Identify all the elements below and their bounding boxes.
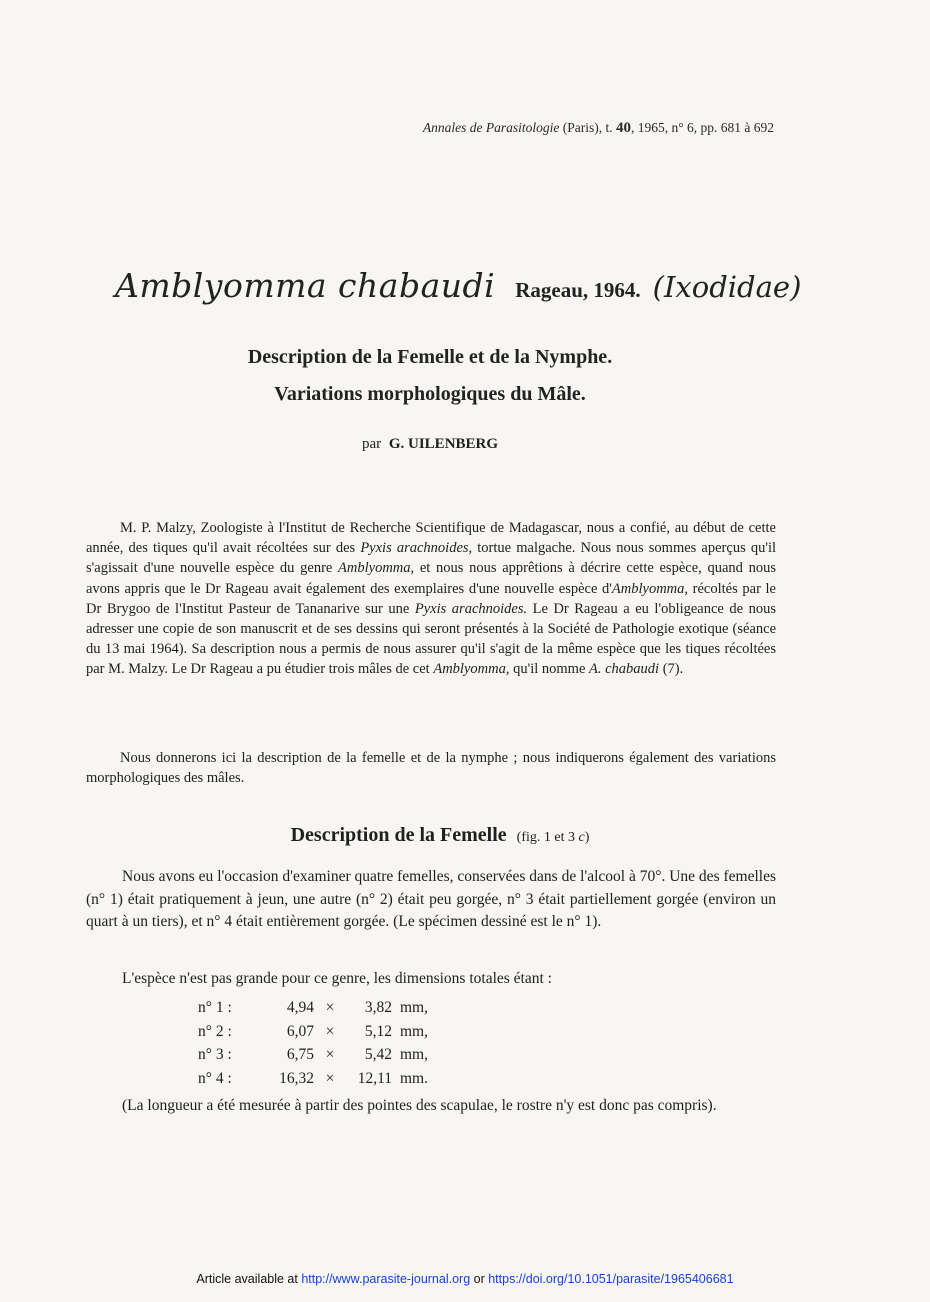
times-sign: × (325, 1046, 335, 1063)
fig-ref-letter: c (578, 830, 585, 845)
fig-ref-text: (fig. 1 et 3 (516, 830, 579, 845)
citation-place: (Paris), t. (559, 120, 616, 135)
genus-name: Amblyomma, (338, 560, 415, 577)
specimen-number: n° 1 : (198, 999, 232, 1016)
section-paragraph-1 (86, 866, 776, 934)
unit: mm. (400, 1069, 428, 1087)
specimen-number: n° 2 : (198, 1022, 232, 1040)
fig-ref-close: ) (584, 830, 590, 845)
title-author-year: Rageau, 1964. (515, 278, 641, 302)
doi-link[interactable]: https://doi.org/10.1051/parasite/1965406681 (488, 1272, 734, 1286)
length-value: 6,75 (286, 1046, 314, 1063)
journal-citation (423, 120, 774, 137)
text-run: qu'il nomme (509, 661, 590, 678)
citation-rest: , 1965, n° 6, pp. 681 à 692 (630, 120, 774, 135)
dimension-row (198, 996, 428, 1020)
author-name: G. UILENBERG (388, 436, 499, 452)
text-run: tortue malgache. Nous nous sommes aperçus qu'il s'agissait d'une nouvelle espèce du genre (86, 540, 776, 577)
width-value: 5,12 (364, 1022, 392, 1040)
genus-name: Amblyomma, (433, 661, 510, 678)
text-run: (7). (659, 661, 684, 678)
dimension-row (198, 1020, 428, 1044)
length-value: 4,94 (286, 999, 314, 1016)
footer-prefix: Article available at (196, 1272, 302, 1286)
length-value: 16,32 (279, 1069, 314, 1087)
intro-paragraph-1 (86, 518, 776, 680)
section-title: Description de la Femelle (290, 824, 507, 846)
times-sign: × (325, 1069, 335, 1087)
subtitle-line-1: Description de la Femelle et de la Nymphe. (247, 346, 613, 368)
width-value: 12,11 (357, 1069, 392, 1087)
width-value: 5,42 (364, 1046, 392, 1063)
article-footer (0, 1272, 930, 1286)
dimension-row (198, 1067, 428, 1091)
paragraph-text: L'espèce n'est pas grande pour ce genre, les dimensions totales étant : (122, 970, 552, 987)
paragraph-text: (La longueur a été mesurée à partir des pointes des scapulae, le rostre n'y est donc pas compris). (122, 1097, 717, 1114)
species-name: Pyxis arachnoides. (414, 600, 528, 617)
text-run: et nous nous apprêtions à décrire cette espèce, quand nous avons appris que le Dr Rageau avait également des exemplaires d'une nouvelle espèce d' (86, 560, 776, 597)
times-sign: × (325, 1022, 335, 1040)
text-run: M. P. Malzy, Zoologiste à l'Institut de Recherche Scientifique de Madagascar, nous a confié, au début de cette année, des tiques qu'il avait récoltées sur des (86, 520, 776, 557)
unit: mm, (400, 1022, 428, 1040)
times-sign: × (325, 999, 335, 1016)
specimen-number: n° 4 : (198, 1069, 232, 1087)
text-run: récoltés par le Dr Brygoo de l'Institut Pasteur de Tananarive sur une (86, 580, 776, 617)
species-name: A. chabaudi (589, 661, 660, 678)
unit: mm, (400, 999, 428, 1016)
section-paragraph-3 (86, 1095, 776, 1118)
dimensions-list (198, 996, 428, 1090)
figure-reference (517, 830, 590, 845)
paragraph-text: Nous donnerons ici la description de la femelle et de la nymphe ; nous indiquerons également des variations morphologiques des mâles. (86, 750, 776, 787)
dimension-row (198, 1043, 428, 1067)
footer-or: or (470, 1272, 489, 1286)
paragraph-text: Nous avons eu l'occasion d'examiner quatre femelles, conservées dans de l'alcool à 70°. Une des femelles (n° 1) était pratiquement à jeun, une autre (n° 2) était peu gorgée, n° 3 était partiellement gorgée (environ un quart à un tiers), et n° 4 était entièrement gorgée. (Le spécimen dessiné est le n° 1). (86, 868, 776, 930)
intro-paragraph-2 (86, 748, 776, 788)
citation-volume: 40 (615, 120, 631, 136)
title-species: Amblyomma chabaudi (115, 266, 496, 305)
species-name: Pyxis arachnoides, (360, 540, 473, 557)
unit: mm, (400, 1046, 428, 1063)
section-paragraph-2 (86, 968, 776, 991)
journal-name: Annales de Parasitologie (422, 120, 560, 135)
genus-name: Amblyomma, (611, 580, 689, 597)
journal-link[interactable]: http://www.parasite-journal.org (301, 1272, 471, 1286)
byline-par: par (361, 436, 382, 452)
specimen-number: n° 3 : (198, 1046, 232, 1063)
title-family: (Ixodidae) (652, 270, 802, 304)
byline (0, 436, 860, 453)
width-value: 3,82 (364, 999, 392, 1016)
paper-title (115, 266, 801, 305)
section-heading (0, 824, 880, 847)
text-run: Le Dr Rageau a eu l'obligeance de nous adresser une copie de son manuscrit et de ses dessins qui seront présentés à la Société de Pathologie exotique (séance du 13 mai 1964). Sa description nous a permis de nous assurer qu'il s'agit de la même espèce que les tiques récoltées par M. Malzy. Le Dr Rageau a pu étudier trois mâles de cet (86, 600, 776, 678)
subtitle-line-2: Variations morphologiques du Mâle. (274, 383, 586, 405)
length-value: 6,07 (286, 1022, 314, 1040)
